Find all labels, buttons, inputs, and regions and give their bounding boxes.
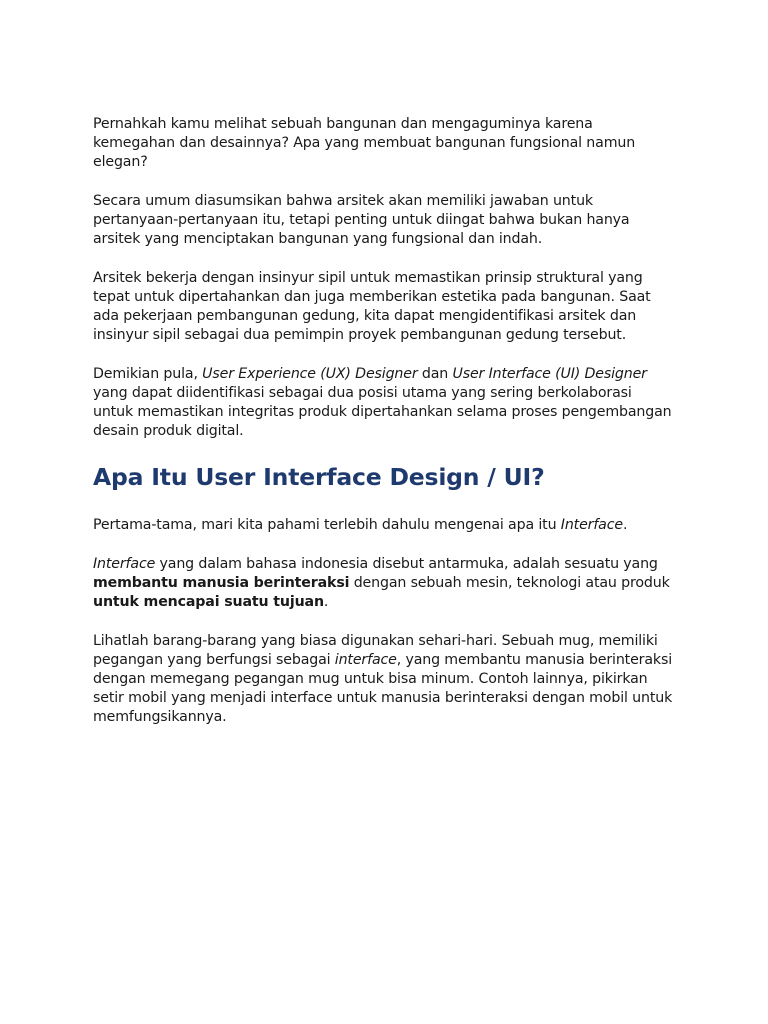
- emphasis-bold: membantu manusia berinteraksi: [93, 575, 350, 591]
- interface-term: Interface: [93, 556, 156, 572]
- ux-designer-term: User Experience (UX) Designer: [202, 366, 418, 382]
- ux-ui-paragraph: [93, 365, 674, 441]
- section-heading: Apa Itu User Interface Design / UI?: [93, 463, 545, 491]
- text-span: Pertama-tama, mari kita pahami terlebih dahulu mengenai apa itu: [93, 517, 561, 533]
- ui-designer-term: User Interface (UI) Designer: [452, 366, 647, 382]
- text-span: .: [323, 594, 329, 610]
- text-span: dengan sebuah mesin, teknologi atau produk: [349, 575, 670, 591]
- intro-paragraph: Pernahkah kamu melihat sebuah bangunan dan mengaguminya karena kemegahan dan desainnya? Apa yang membuat bangunan fungsional namun elegan?: [93, 116, 636, 170]
- interface-term: interface: [334, 652, 397, 668]
- interface-intro-paragraph: [93, 516, 674, 535]
- text-span: , yang membantu manusia berinteraksi dengan memegang pegangan mug untuk bisa minum. Contoh lainnya, pikirkan setir mobil yang menjadi interface untuk manusia berinteraksi dengan mobil untuk memfungsikannya.: [93, 652, 673, 725]
- architect-paragraph: Secara umum diasumsikan bahwa arsitek akan memiliki jawaban untuk pertanyaan-pertanyaan itu, tetapi penting untuk diingat bahwa bukan hanya arsitek yang menciptakan bangunan yang fungsional dan indah.: [93, 193, 630, 247]
- text-span: dan: [417, 366, 453, 382]
- emphasis-bold: untuk mencapai suatu tujuan: [93, 594, 324, 610]
- mug-example-paragraph: [93, 632, 674, 727]
- text-span: Demikian pula,: [93, 366, 203, 382]
- text-span: yang dapat diidentifikasi sebagai dua posisi utama yang sering berkolaborasi untuk memastikan integritas produk dipertahankan selama proses pengembangan desain produk digital.: [93, 385, 672, 439]
- interface-term: Interface: [560, 517, 623, 533]
- text-span: .: [622, 517, 628, 533]
- text-span: Lihatlah barang-barang yang biasa digunakan sehari-hari. Sebuah mug, memiliki pegangan yang berfungsi sebagai: [93, 633, 658, 668]
- text-span: yang dalam bahasa indonesia disebut antarmuka, adalah sesuatu yang: [155, 556, 658, 572]
- interface-definition-paragraph: [93, 555, 674, 612]
- civil-engineer-paragraph: Arsitek bekerja dengan insinyur sipil untuk memastikan prinsip struktural yang tepat untuk dipertahankan dan juga memberikan estetika pada bangunan. Saat ada pekerjaan pembangunan gedung, kita dapat mengidentifikasi arsitek dan insinyur sipil sebagai dua pemimpin proyek pembangunan gedung tersebut.: [93, 270, 651, 343]
